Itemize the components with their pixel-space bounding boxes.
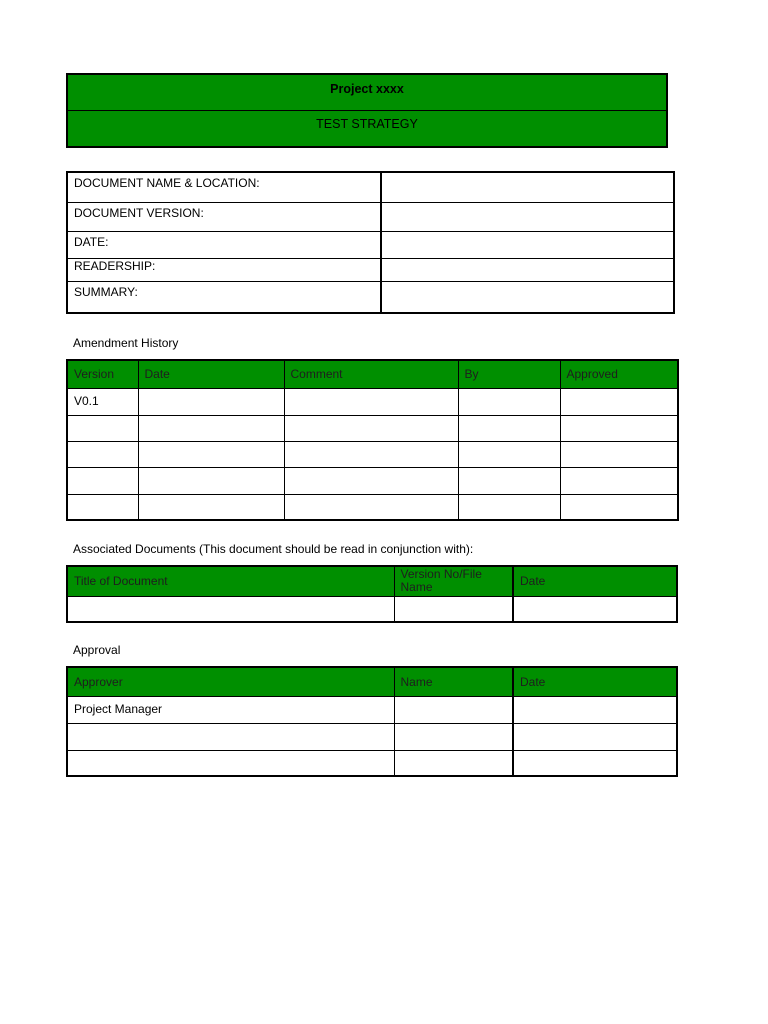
table-cell[interactable] xyxy=(394,696,513,723)
info-value[interactable] xyxy=(381,281,674,313)
amendment-history-table xyxy=(66,359,679,521)
table-row xyxy=(67,467,678,494)
column-header: Comment xyxy=(284,360,458,388)
table-cell[interactable] xyxy=(394,750,513,776)
table-cell[interactable] xyxy=(458,415,560,441)
associated-documents-table xyxy=(66,565,678,623)
table-header-row xyxy=(67,360,678,388)
table-cell[interactable]: V0.1 xyxy=(67,388,138,415)
table-cell[interactable] xyxy=(513,696,677,723)
table-cell[interactable] xyxy=(284,494,458,520)
table-cell[interactable] xyxy=(513,750,677,776)
table-cell[interactable] xyxy=(560,388,678,415)
table-row xyxy=(67,696,677,723)
column-header: Name xyxy=(394,667,513,696)
table-cell[interactable] xyxy=(67,494,138,520)
title-block xyxy=(66,73,668,148)
table-cell[interactable] xyxy=(67,441,138,467)
table-row xyxy=(67,258,674,281)
info-label: SUMMARY: xyxy=(67,281,381,313)
column-header: Approved xyxy=(560,360,678,388)
column-header: By xyxy=(458,360,560,388)
table-cell[interactable] xyxy=(394,596,513,622)
document-subtitle: TEST STRATEGY xyxy=(316,117,418,131)
column-header: Date xyxy=(513,667,677,696)
table-row xyxy=(67,202,674,231)
table-cell[interactable] xyxy=(67,723,394,750)
table-row xyxy=(67,231,674,258)
info-label: DOCUMENT NAME & LOCATION: xyxy=(67,172,381,202)
amendment-history-heading: Amendment History xyxy=(73,336,179,350)
table-cell[interactable] xyxy=(458,441,560,467)
table-cell[interactable] xyxy=(284,388,458,415)
table-cell[interactable] xyxy=(458,467,560,494)
table-cell[interactable] xyxy=(138,467,284,494)
info-value[interactable] xyxy=(381,258,674,281)
table-row xyxy=(67,388,678,415)
table-cell[interactable] xyxy=(284,415,458,441)
column-header: Date xyxy=(513,566,677,596)
table-row xyxy=(67,723,677,750)
table-cell[interactable] xyxy=(560,441,678,467)
info-value[interactable] xyxy=(381,231,674,258)
info-label: DATE: xyxy=(67,231,381,258)
table-cell[interactable] xyxy=(138,388,284,415)
table-row xyxy=(67,415,678,441)
column-header: Date xyxy=(138,360,284,388)
info-label: DOCUMENT VERSION: xyxy=(67,202,381,231)
table-cell[interactable] xyxy=(394,723,513,750)
table-row xyxy=(67,596,677,622)
info-value[interactable] xyxy=(381,202,674,231)
info-label: READERSHIP: xyxy=(67,258,381,281)
table-cell[interactable] xyxy=(284,467,458,494)
table-cell[interactable] xyxy=(560,415,678,441)
table-cell[interactable] xyxy=(67,467,138,494)
table-cell[interactable] xyxy=(284,441,458,467)
table-cell[interactable] xyxy=(67,415,138,441)
associated-documents-heading: Associated Documents (This document should be read in conjunction with): xyxy=(73,542,474,556)
table-row xyxy=(67,494,678,520)
document-info-table xyxy=(66,171,675,314)
table-cell[interactable] xyxy=(67,596,394,622)
table-header-row xyxy=(67,667,677,696)
table-cell[interactable] xyxy=(138,415,284,441)
table-row xyxy=(67,172,674,202)
table-cell[interactable] xyxy=(458,388,560,415)
table-cell[interactable] xyxy=(560,467,678,494)
approval-heading: Approval xyxy=(73,643,121,657)
column-header: Title of Document xyxy=(67,566,394,596)
table-cell[interactable] xyxy=(138,441,284,467)
table-cell[interactable] xyxy=(458,494,560,520)
project-title: Project xxxx xyxy=(68,75,666,111)
table-row xyxy=(67,281,674,313)
info-value[interactable] xyxy=(381,172,674,202)
column-header: Approver xyxy=(67,667,394,696)
approval-table xyxy=(66,666,678,777)
table-row xyxy=(67,750,677,776)
table-cell[interactable] xyxy=(513,723,677,750)
column-header: Version No/File Name xyxy=(394,566,513,596)
table-cell[interactable] xyxy=(513,596,677,622)
table-row xyxy=(67,441,678,467)
table-cell[interactable] xyxy=(67,750,394,776)
column-header: Version xyxy=(67,360,138,388)
table-cell[interactable] xyxy=(560,494,678,520)
table-header-row xyxy=(67,566,677,596)
table-cell[interactable] xyxy=(138,494,284,520)
table-cell[interactable]: Project Manager xyxy=(67,696,394,723)
